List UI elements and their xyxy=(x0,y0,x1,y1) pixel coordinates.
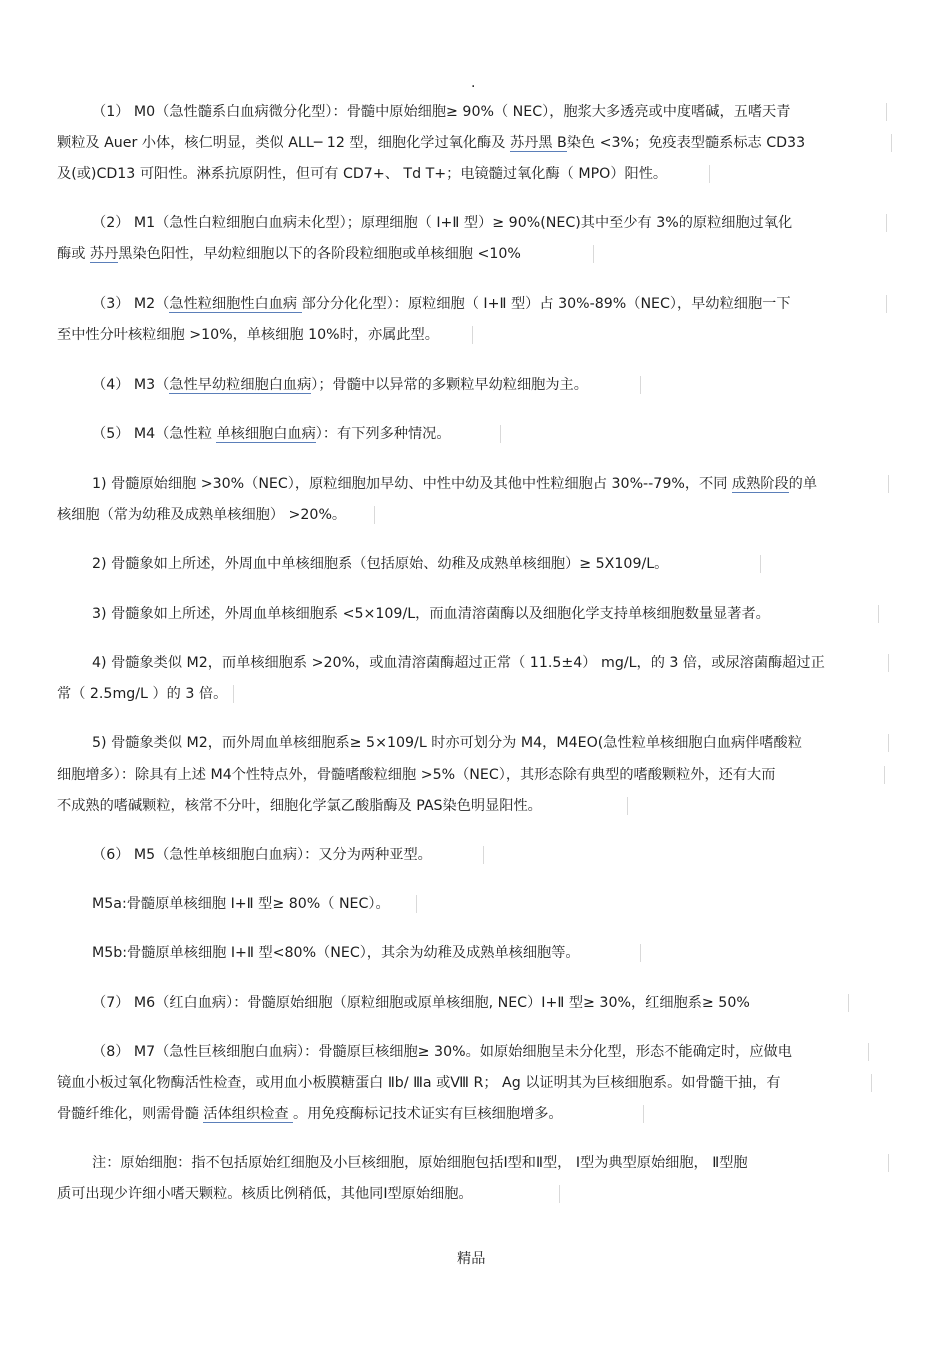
text-line xyxy=(92,994,849,1012)
text-line xyxy=(57,326,473,344)
text-line xyxy=(57,506,375,524)
underlined-term: 急性粒细胞性白血病 xyxy=(169,296,302,312)
text-run: 常（ 2.5mg/L ）的 3 倍。 xyxy=(57,686,228,702)
text-run: 质可出现少许细小嗜天颗粒。核质比例稍低，其他同Ⅰ型原始细胞。 xyxy=(57,1186,473,1202)
text-run: 黑染色阳性，早幼粒细胞以下的各阶段粒细胞或单核细胞 <10% xyxy=(118,246,521,262)
page-footer: 精品 xyxy=(457,1251,486,1267)
text-line xyxy=(92,846,484,864)
text-run: 镜血小板过氧化物酶活性检查，或用血小板膜糖蛋白 Ⅱb/ Ⅲa 或Ⅷ R； Ag 以证明其为巨核细胞系。如骨髓干抽，有 xyxy=(57,1075,781,1091)
text-run: ）：有下列多种情况。 xyxy=(315,426,451,442)
text-line xyxy=(92,1043,869,1061)
text-run: （2） M1（急性白粒细胞白血病未化型）；原理细胞（ Ⅰ+Ⅱ 型）≥ 90%(NEC)其中至少有 3%的原粒细胞过氧化 xyxy=(92,215,793,231)
text-line xyxy=(57,1185,560,1203)
text-line xyxy=(92,944,641,962)
text-run: 部分分化化型）：原粒细胞（ Ⅰ+Ⅱ 型）占 30%-89%（NEC），早幼粒细胞一下 xyxy=(301,296,791,312)
underlined-term: 活体组织检查 xyxy=(203,1106,294,1122)
text-run: 。用免疫酶标记技术证实有巨核细胞增多。 xyxy=(293,1106,563,1122)
text-line xyxy=(92,895,417,913)
text-run: 颗粒及 Auer 小体，核仁明显，类似 ALL─ 12 型，细胞化学过氧化酶及 xyxy=(57,135,510,151)
text-run: 至中性分叶核粒细胞 >10%，单核细胞 10%时，亦属此型。 xyxy=(57,327,439,343)
text-run: 3) 骨髓象如上所述，外周血单核细胞系 <5×109/L，而血清溶菌酶以及细胞化学支持单核细胞数量显著者。 xyxy=(92,606,770,622)
text-run: 4) 骨髓象类似 M2，而单核细胞系 >20%，或血清溶菌酶超过正常（ 11.5±4） mg/L，的 3 倍，或尿溶菌酶超过正 xyxy=(92,655,825,671)
text-line xyxy=(92,103,887,121)
text-run: M5b:骨髓原单核细胞 Ⅰ+Ⅱ 型<80%（NEC），其余为幼稚及成熟单核细胞等。 xyxy=(92,945,580,961)
text-run: 细胞增多）：除具有上述 M4个性特点外，骨髓嗜酸粒细胞 >5%（NEC），其形态除有典型的嗜酸颗粒外，还有大而 xyxy=(57,767,776,783)
text-line xyxy=(92,555,761,573)
underlined-term: 成熟阶段 xyxy=(731,476,789,492)
text-line xyxy=(92,475,889,493)
underlined-term: 苏丹黑 B xyxy=(509,135,567,151)
text-run: 注：原始细胞：指不包括原始红细胞及小巨核细胞，原始细胞包括Ⅰ型和Ⅱ型， Ⅰ型为典型原始细胞， Ⅱ型胞 xyxy=(92,1155,748,1171)
text-run: （6） M5（急性单核细胞白血病）：又分为两种亚型。 xyxy=(92,847,432,863)
text-run: 2) 骨髓象如上所述，外周血中单核细胞系（包括原始、幼稚及成熟单核细胞）≥ 5X109/L。 xyxy=(92,556,669,572)
underlined-term: 苏丹 xyxy=(89,246,119,262)
top-dot-mark: . xyxy=(471,75,476,91)
text-run: M5a:骨髓原单核细胞 Ⅰ+Ⅱ 型≥ 80%（ NEC）。 xyxy=(92,896,390,912)
text-run: 5) 骨髓象类似 M2，而外周血单核细胞系≥ 5×109/L 时亦可划分为 M4，M4EO(急性粒单核细胞白血病伴嗜酸粒 xyxy=(92,735,802,751)
text-line xyxy=(57,1074,872,1092)
text-run: 不成熟的嗜碱颗粒，核常不分叶，细胞化学氯乙酸脂酶及 PAS染色明显阳性。 xyxy=(57,798,542,814)
text-run: ）；骨髓中以异常的多颗粒早幼粒细胞为主。 xyxy=(311,377,588,393)
text-line xyxy=(92,734,889,752)
text-run: 及(或)CD13 可阳性。淋系抗原阴性，但可有 CD7+、 Td T+；电镜髓过氧化酶（ MPO）阳性。 xyxy=(57,166,668,182)
text-line xyxy=(92,605,879,623)
text-run: （5） M4（急性粒 xyxy=(92,426,217,442)
text-run: （1） M0（急性髓系白血病微分化型）：骨髓中原始细胞≥ 90%（ NEC），胞浆大多透亮或中度嗜碱，五嗜天青 xyxy=(92,104,791,120)
text-line xyxy=(92,1154,889,1172)
text-line xyxy=(57,1105,644,1123)
text-run: 1) 骨髓原始细胞 >30%（NEC），原粒细胞加早幼、中性中幼及其他中性粒细胞占 30%--79%，不同 xyxy=(92,476,732,492)
text-line xyxy=(92,214,887,232)
text-line xyxy=(92,425,501,443)
text-line xyxy=(57,797,628,815)
text-run: （3） M2（ xyxy=(92,296,170,312)
text-run: （8） M7（急性巨核细胞白血病）：骨髓原巨核细胞≥ 30%。如原始细胞呈未分化型，形态不能确定时，应做电 xyxy=(92,1044,792,1060)
underlined-term: 急性早幼粒细胞白血病 xyxy=(169,377,312,393)
text-run: 染色 <3%；免疫表型髓系标志 CD33 xyxy=(566,135,806,151)
text-line xyxy=(57,165,710,183)
text-run: （7） M6（红白血病）：骨髓原始细胞（原粒细胞或原单核细胞, NEC）Ⅰ+Ⅱ 型≥ 30%，红细胞系≥ 50% xyxy=(92,995,750,1011)
text-line xyxy=(57,134,892,152)
text-run: 核细胞（常为幼稚及成熟单核细胞） >20%。 xyxy=(57,507,347,523)
text-line xyxy=(57,685,234,703)
text-run: 酶或 xyxy=(57,246,90,262)
text-line xyxy=(57,766,885,784)
text-run: 骨髓纤维化，则需骨髓 xyxy=(57,1106,204,1122)
text-run: 的单 xyxy=(788,476,818,492)
underlined-term: 单核细胞白血病 xyxy=(216,426,316,442)
text-line xyxy=(92,654,889,672)
text-line xyxy=(57,245,594,263)
text-line xyxy=(92,376,641,394)
text-run: （4） M3（ xyxy=(92,377,170,393)
text-line xyxy=(92,295,887,313)
